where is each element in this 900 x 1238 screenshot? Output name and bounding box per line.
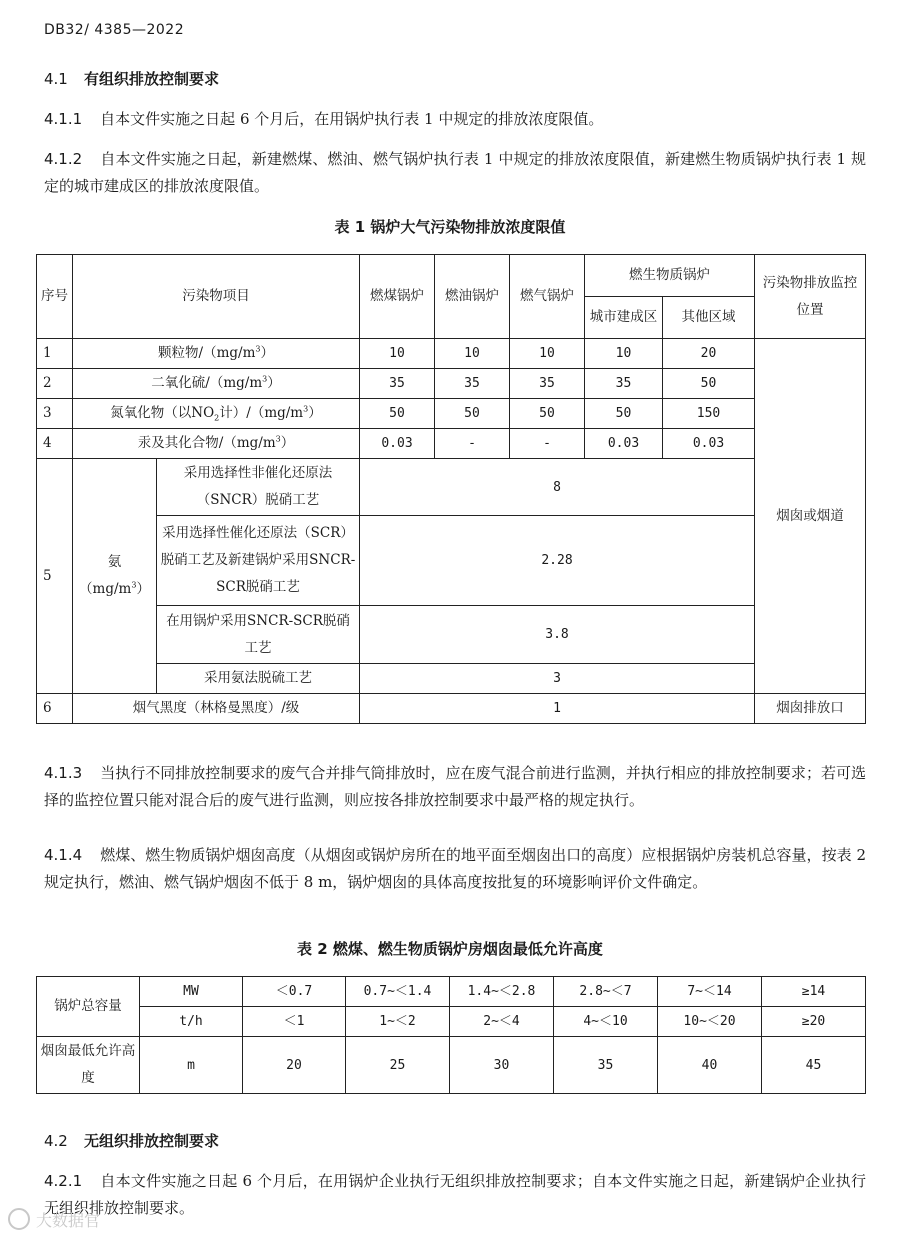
header-monitor-location: 污染物排放监控位置 (755, 255, 866, 339)
clause-4-1-3 (44, 760, 866, 814)
pollutant-ammonia: 氨 $(mg/m^3)$ (73, 459, 157, 694)
clause-text: 自本文件实施之日起，新建燃煤、燃油、燃气锅炉执行表 1 中规定的排放浓度限值，新建燃生物质锅炉执行表 1 规定的城市建成区的排放浓度限值。 (44, 150, 866, 195)
row-seq: 5 (37, 459, 73, 694)
clause-4-1-1 (44, 106, 866, 133)
table-1 (36, 254, 866, 724)
section-number: 4.1 (44, 70, 68, 88)
value-gas: 35 (510, 369, 585, 399)
smoke-blackness-value: 1 (360, 694, 755, 724)
capacity-th: 10~＜20 (658, 1007, 762, 1037)
section-title: 有组织排放控制要求 (84, 70, 220, 88)
value-gas: 10 (510, 339, 585, 369)
capacity-th: 1~＜2 (346, 1007, 450, 1037)
min-height-value: 30 (450, 1037, 554, 1094)
unit-th: t/h (140, 1007, 243, 1037)
clause-4-1-4 (44, 842, 866, 896)
clause-number: 4.2.1 (44, 1172, 83, 1190)
table-row (37, 516, 866, 606)
standard-code: DB32/ 4385—2022 (44, 22, 185, 38)
header-oil-boiler: 燃油锅炉 (435, 255, 510, 339)
value-urban: 35 (585, 369, 663, 399)
value-gas: 50 (510, 399, 585, 429)
value-coal: 35 (360, 369, 435, 399)
table-1-caption: 表 1 锅炉大气污染物排放浓度限值 (334, 218, 566, 236)
header-other-area: 其他区域 (663, 297, 755, 339)
value-oil: 10 (435, 339, 510, 369)
pollutant-name: 二氧化硫$/(mg/m^3)$ (73, 369, 360, 399)
clause-number: 4.1.3 (44, 764, 83, 782)
value-gas: - (510, 429, 585, 459)
table-row (37, 1007, 866, 1037)
watermark-logo-icon (8, 1208, 30, 1230)
capacity-mw: 2.8~＜7 (554, 977, 658, 1007)
section-title: 无组织排放控制要求 (84, 1132, 220, 1150)
header-gas-boiler: 燃气锅炉 (510, 255, 585, 339)
ammonia-limit-value: 8 (360, 459, 755, 516)
capacity-mw: 7~＜14 (658, 977, 762, 1007)
clause-text: 燃煤、燃生物质锅炉烟囱高度（从烟囱或锅炉房所在的地平面至烟囱出口的高度）应根据锅炉房装机总容量，按表 2 规定执行，燃油、燃气锅炉烟囱不低于 8 m，锅炉烟囱的具体高度按批复的环境影响评价文件确定。 (44, 846, 866, 891)
section-number: 4.2 (44, 1132, 68, 1150)
clause-number: 4.1.1 (44, 110, 83, 128)
capacity-th: 2~＜4 (450, 1007, 554, 1037)
value-oil: - (435, 429, 510, 459)
table-2-caption: 表 2 燃煤、燃生物质锅炉房烟囱最低允许高度 (297, 940, 603, 958)
min-height-label: 烟囱最低允许高度 (37, 1037, 140, 1094)
unit-mw: MW (140, 977, 243, 1007)
min-height-value: 45 (762, 1037, 866, 1094)
min-height-value: 20 (243, 1037, 346, 1094)
pollutant-name: 汞及其化合物$/(mg/m^3)$ (73, 429, 360, 459)
value-other: 0.03 (663, 429, 755, 459)
table-2 (36, 976, 866, 1094)
value-other: 50 (663, 369, 755, 399)
table-row (37, 429, 866, 459)
value-urban: 50 (585, 399, 663, 429)
ammonia-limit-value: 3 (360, 664, 755, 694)
table-row (37, 1037, 866, 1094)
table-row (37, 606, 866, 664)
header-pollutant: 污染物项目 (73, 255, 360, 339)
row-seq: 4 (37, 429, 73, 459)
ammonia-process-label: 在用锅炉采用SNCR-SCR脱硝工艺 (157, 606, 360, 664)
ammonia-process-label: 采用选择性非催化还原法（SNCR）脱硝工艺 (157, 459, 360, 516)
clause-4-2-1 (44, 1168, 866, 1222)
header-urban-area: 城市建成区 (585, 297, 663, 339)
table-row (37, 369, 866, 399)
ammonia-limit-value: 3.8 (360, 606, 755, 664)
row-seq: 3 (37, 399, 73, 429)
clause-text: 自本文件实施之日起 6 个月后，在用锅炉企业执行无组织排放控制要求；自本文件实施之日起，新建锅炉企业执行无组织排放控制要求。 (44, 1172, 866, 1217)
ammonia-process-label: 采用氨法脱硫工艺 (157, 664, 360, 694)
value-urban: 0.03 (585, 429, 663, 459)
pollutant-name: 颗粒物$/(mg/m^3)$ (73, 339, 360, 369)
clause-text: 自本文件实施之日起 6 个月后，在用锅炉执行表 1 中规定的排放浓度限值。 (100, 110, 604, 128)
capacity-mw: ＜0.7 (243, 977, 346, 1007)
table-row (37, 694, 866, 724)
capacity-th: ＜1 (243, 1007, 346, 1037)
row-seq: 6 (37, 694, 73, 724)
capacity-th: 4~＜10 (554, 1007, 658, 1037)
value-coal: 0.03 (360, 429, 435, 459)
value-oil: 50 (435, 399, 510, 429)
unit-m: m (140, 1037, 243, 1094)
pollutant-name: 氮氧化物（以$NO_2$计）$/(mg/m^3)$ (73, 399, 360, 429)
min-height-value: 25 (346, 1037, 450, 1094)
capacity-mw: 0.7~＜1.4 (346, 977, 450, 1007)
pollutant-name: 烟气黑度（林格曼黑度）/级 (73, 694, 360, 724)
header-coal-boiler: 燃煤锅炉 (360, 255, 435, 339)
value-coal: 10 (360, 339, 435, 369)
clause-number: 4.1.4 (44, 846, 83, 864)
capacity-mw: ≥14 (762, 977, 866, 1007)
watermark (8, 1208, 100, 1231)
monitor-location-stack-or-flue: 烟囱或烟道 (755, 339, 866, 694)
value-urban: 10 (585, 339, 663, 369)
clause-4-1-2 (44, 146, 866, 200)
table-row (37, 977, 866, 1007)
capacity-label: 锅炉总容量 (37, 977, 140, 1037)
header-seq: 序号 (37, 255, 73, 339)
header-biomass-boiler: 燃生物质锅炉 (585, 255, 755, 297)
min-height-value: 40 (658, 1037, 762, 1094)
table-row (37, 664, 866, 694)
min-height-value: 35 (554, 1037, 658, 1094)
table-row (37, 399, 866, 429)
capacity-mw: 1.4~＜2.8 (450, 977, 554, 1007)
value-other: 20 (663, 339, 755, 369)
row-seq: 2 (37, 369, 73, 399)
section-4-2-heading (44, 1130, 219, 1151)
value-coal: 50 (360, 399, 435, 429)
capacity-th: ≥20 (762, 1007, 866, 1037)
value-oil: 35 (435, 369, 510, 399)
clause-number: 4.1.2 (44, 150, 83, 168)
section-4-1-heading (44, 68, 219, 89)
watermark-text: 大数据官 (36, 1211, 101, 1230)
row-seq: 1 (37, 339, 73, 369)
ammonia-process-label: 采用选择性催化还原法（SCR）脱硝工艺及新建锅炉采用SNCR-SCR脱硝工艺 (157, 516, 360, 606)
clause-text: 当执行不同排放控制要求的废气合并排气筒排放时，应在废气混合前进行监测，并执行相应的排放控制要求；若可选择的监控位置只能对混合后的废气进行监测，则应按各排放控制要求中最严格的规定执行。 (44, 764, 866, 809)
value-other: 150 (663, 399, 755, 429)
table-row (37, 459, 866, 516)
monitor-location-stack-outlet: 烟囱排放口 (755, 694, 866, 724)
ammonia-limit-value: 2.28 (360, 516, 755, 606)
table-row (37, 339, 866, 369)
